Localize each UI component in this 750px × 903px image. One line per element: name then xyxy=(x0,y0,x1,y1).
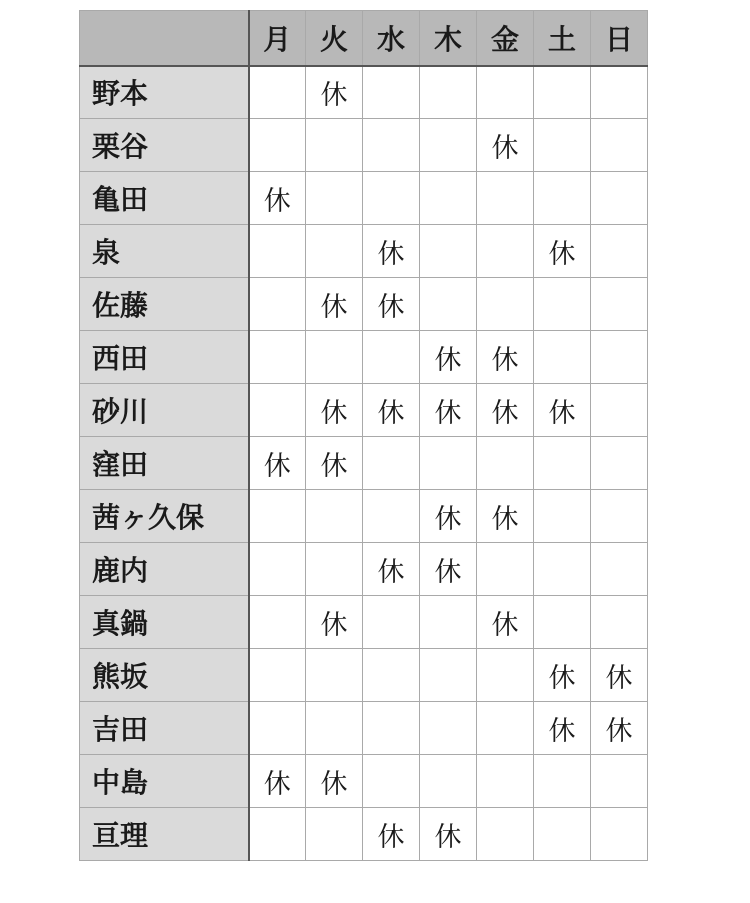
schedule-cell[interactable] xyxy=(591,437,648,490)
employee-name-cell[interactable]: 佐藤 xyxy=(80,278,249,331)
schedule-cell[interactable]: 休 xyxy=(249,755,306,808)
schedule-cell[interactable]: 休 xyxy=(420,543,477,596)
schedule-cell[interactable] xyxy=(249,66,306,119)
schedule-cell[interactable]: 休 xyxy=(420,384,477,437)
schedule-cell[interactable] xyxy=(363,596,420,649)
table-row xyxy=(80,437,648,490)
schedule-cell[interactable] xyxy=(306,808,363,861)
schedule-cell[interactable] xyxy=(420,172,477,225)
day-header-fri[interactable]: 金 xyxy=(477,11,534,66)
shift-schedule-table xyxy=(79,10,648,861)
schedule-cell[interactable] xyxy=(477,649,534,702)
schedule-cell[interactable] xyxy=(591,225,648,278)
table-row xyxy=(80,225,648,278)
schedule-cell[interactable] xyxy=(306,225,363,278)
schedule-cell[interactable]: 休 xyxy=(591,702,648,755)
schedule-cell[interactable] xyxy=(477,755,534,808)
employee-name-cell[interactable]: 熊坂 xyxy=(80,649,249,702)
table-row xyxy=(80,278,648,331)
schedule-cell[interactable]: 休 xyxy=(249,437,306,490)
schedule-cell[interactable] xyxy=(420,278,477,331)
schedule-cell[interactable] xyxy=(534,66,591,119)
table-row xyxy=(80,596,648,649)
day-header-sat[interactable]: 土 xyxy=(534,11,591,66)
schedule-cell[interactable] xyxy=(534,172,591,225)
schedule-cell[interactable] xyxy=(534,755,591,808)
employee-name-cell[interactable]: 亘理 xyxy=(80,808,249,861)
schedule-cell[interactable] xyxy=(477,278,534,331)
schedule-cell[interactable] xyxy=(591,172,648,225)
schedule-cell[interactable]: 休 xyxy=(249,172,306,225)
schedule-cell[interactable] xyxy=(249,808,306,861)
schedule-cell[interactable]: 休 xyxy=(477,490,534,543)
employee-name-cell[interactable]: 西田 xyxy=(80,331,249,384)
employee-name-cell[interactable]: 亀田 xyxy=(80,172,249,225)
schedule-cell[interactable]: 休 xyxy=(306,66,363,119)
day-header-tue[interactable]: 火 xyxy=(306,11,363,66)
schedule-cell[interactable] xyxy=(591,384,648,437)
schedule-cell[interactable] xyxy=(534,278,591,331)
schedule-cell[interactable] xyxy=(534,331,591,384)
schedule-cell[interactable] xyxy=(477,702,534,755)
schedule-cell[interactable] xyxy=(420,702,477,755)
schedule-cell[interactable]: 休 xyxy=(420,331,477,384)
schedule-cell[interactable] xyxy=(591,278,648,331)
schedule-cell[interactable] xyxy=(306,172,363,225)
schedule-cell[interactable] xyxy=(306,331,363,384)
schedule-cell[interactable]: 休 xyxy=(306,384,363,437)
schedule-cell[interactable]: 休 xyxy=(591,649,648,702)
schedule-cell[interactable] xyxy=(249,702,306,755)
table-row xyxy=(80,331,648,384)
schedule-cell[interactable] xyxy=(420,119,477,172)
schedule-cell[interactable] xyxy=(363,66,420,119)
schedule-cell[interactable] xyxy=(363,172,420,225)
schedule-cell[interactable] xyxy=(249,384,306,437)
schedule-cell[interactable] xyxy=(477,172,534,225)
schedule-cell[interactable] xyxy=(306,119,363,172)
schedule-cell[interactable] xyxy=(534,119,591,172)
schedule-cell[interactable] xyxy=(363,490,420,543)
schedule-cell[interactable]: 休 xyxy=(477,331,534,384)
employee-name-cell[interactable]: 窪田 xyxy=(80,437,249,490)
schedule-cell[interactable] xyxy=(363,119,420,172)
schedule-cell[interactable] xyxy=(249,490,306,543)
schedule-cell[interactable]: 休 xyxy=(363,225,420,278)
schedule-cell[interactable] xyxy=(591,119,648,172)
schedule-cell[interactable]: 休 xyxy=(306,278,363,331)
table-row xyxy=(80,808,648,861)
schedule-cell[interactable] xyxy=(534,596,591,649)
schedule-cell[interactable] xyxy=(420,437,477,490)
schedule-cell[interactable] xyxy=(249,596,306,649)
table-row xyxy=(80,543,648,596)
schedule-cell[interactable] xyxy=(534,808,591,861)
schedule-cell[interactable] xyxy=(363,649,420,702)
employee-name-cell[interactable]: 泉 xyxy=(80,225,249,278)
schedule-cell[interactable]: 休 xyxy=(477,384,534,437)
schedule-cell[interactable]: 休 xyxy=(363,384,420,437)
table-row xyxy=(80,384,648,437)
schedule-cell[interactable] xyxy=(591,543,648,596)
schedule-cell[interactable] xyxy=(477,66,534,119)
schedule-cell[interactable] xyxy=(591,755,648,808)
schedule-cell[interactable] xyxy=(420,66,477,119)
table-row xyxy=(80,119,648,172)
schedule-cell[interactable] xyxy=(249,119,306,172)
schedule-cell[interactable] xyxy=(420,755,477,808)
schedule-cell[interactable] xyxy=(420,649,477,702)
schedule-cell[interactable]: 休 xyxy=(363,278,420,331)
schedule-cell[interactable] xyxy=(591,490,648,543)
schedule-cell[interactable]: 休 xyxy=(534,384,591,437)
schedule-cell[interactable]: 休 xyxy=(534,225,591,278)
day-header-sun[interactable]: 日 xyxy=(591,11,648,66)
schedule-cell[interactable]: 休 xyxy=(363,543,420,596)
schedule-cell[interactable]: 休 xyxy=(306,437,363,490)
schedule-cell[interactable] xyxy=(591,808,648,861)
header-row xyxy=(80,11,648,66)
schedule-cell[interactable] xyxy=(591,331,648,384)
schedule-cell[interactable] xyxy=(477,808,534,861)
day-header-mon[interactable]: 月 xyxy=(249,11,306,66)
schedule-cell[interactable] xyxy=(249,331,306,384)
schedule-cell[interactable]: 休 xyxy=(306,755,363,808)
schedule-cell[interactable] xyxy=(363,702,420,755)
schedule-cell[interactable] xyxy=(306,649,363,702)
schedule-cell[interactable] xyxy=(534,490,591,543)
day-header-wed[interactable]: 水 xyxy=(363,11,420,66)
table-row xyxy=(80,172,648,225)
schedule-cell[interactable] xyxy=(477,543,534,596)
schedule-cell[interactable]: 休 xyxy=(363,808,420,861)
day-header-thu[interactable]: 木 xyxy=(420,11,477,66)
table-row xyxy=(80,649,648,702)
employee-name-cell[interactable]: 吉田 xyxy=(80,702,249,755)
schedule-cell[interactable] xyxy=(363,437,420,490)
schedule-cell[interactable] xyxy=(591,596,648,649)
table-row xyxy=(80,66,648,119)
schedule-cell[interactable]: 休 xyxy=(420,490,477,543)
table-row xyxy=(80,702,648,755)
schedule-cell[interactable] xyxy=(477,437,534,490)
employee-name-cell[interactable]: 真鍋 xyxy=(80,596,249,649)
employee-name-cell[interactable]: 鹿内 xyxy=(80,543,249,596)
employee-name-cell[interactable]: 砂川 xyxy=(80,384,249,437)
schedule-cell[interactable] xyxy=(306,702,363,755)
schedule-cell[interactable] xyxy=(249,225,306,278)
schedule-cell[interactable] xyxy=(534,543,591,596)
schedule-cell[interactable]: 休 xyxy=(420,808,477,861)
schedule-cell[interactable] xyxy=(363,755,420,808)
employee-name-cell[interactable]: 野本 xyxy=(80,66,249,119)
employee-name-cell[interactable]: 栗谷 xyxy=(80,119,249,172)
employee-name-cell[interactable]: 茜ヶ久保 xyxy=(80,490,249,543)
schedule-cell[interactable] xyxy=(249,649,306,702)
schedule-cell[interactable]: 休 xyxy=(306,596,363,649)
schedule-cell[interactable] xyxy=(249,543,306,596)
schedule-cell[interactable] xyxy=(363,331,420,384)
schedule-cell[interactable] xyxy=(420,225,477,278)
schedule-cell[interactable] xyxy=(249,278,306,331)
schedule-cell[interactable] xyxy=(306,490,363,543)
table-row xyxy=(80,755,648,808)
schedule-cell[interactable] xyxy=(477,225,534,278)
schedule-cell[interactable]: 休 xyxy=(534,649,591,702)
schedule-cell[interactable] xyxy=(591,66,648,119)
schedule-cell[interactable]: 休 xyxy=(534,702,591,755)
schedule-cell[interactable] xyxy=(534,437,591,490)
corner-cell[interactable] xyxy=(80,11,249,66)
schedule-cell[interactable]: 休 xyxy=(477,119,534,172)
schedule-cell[interactable] xyxy=(306,543,363,596)
table-row xyxy=(80,490,648,543)
employee-name-cell[interactable]: 中島 xyxy=(80,755,249,808)
schedule-cell[interactable]: 休 xyxy=(477,596,534,649)
schedule-cell[interactable] xyxy=(420,596,477,649)
